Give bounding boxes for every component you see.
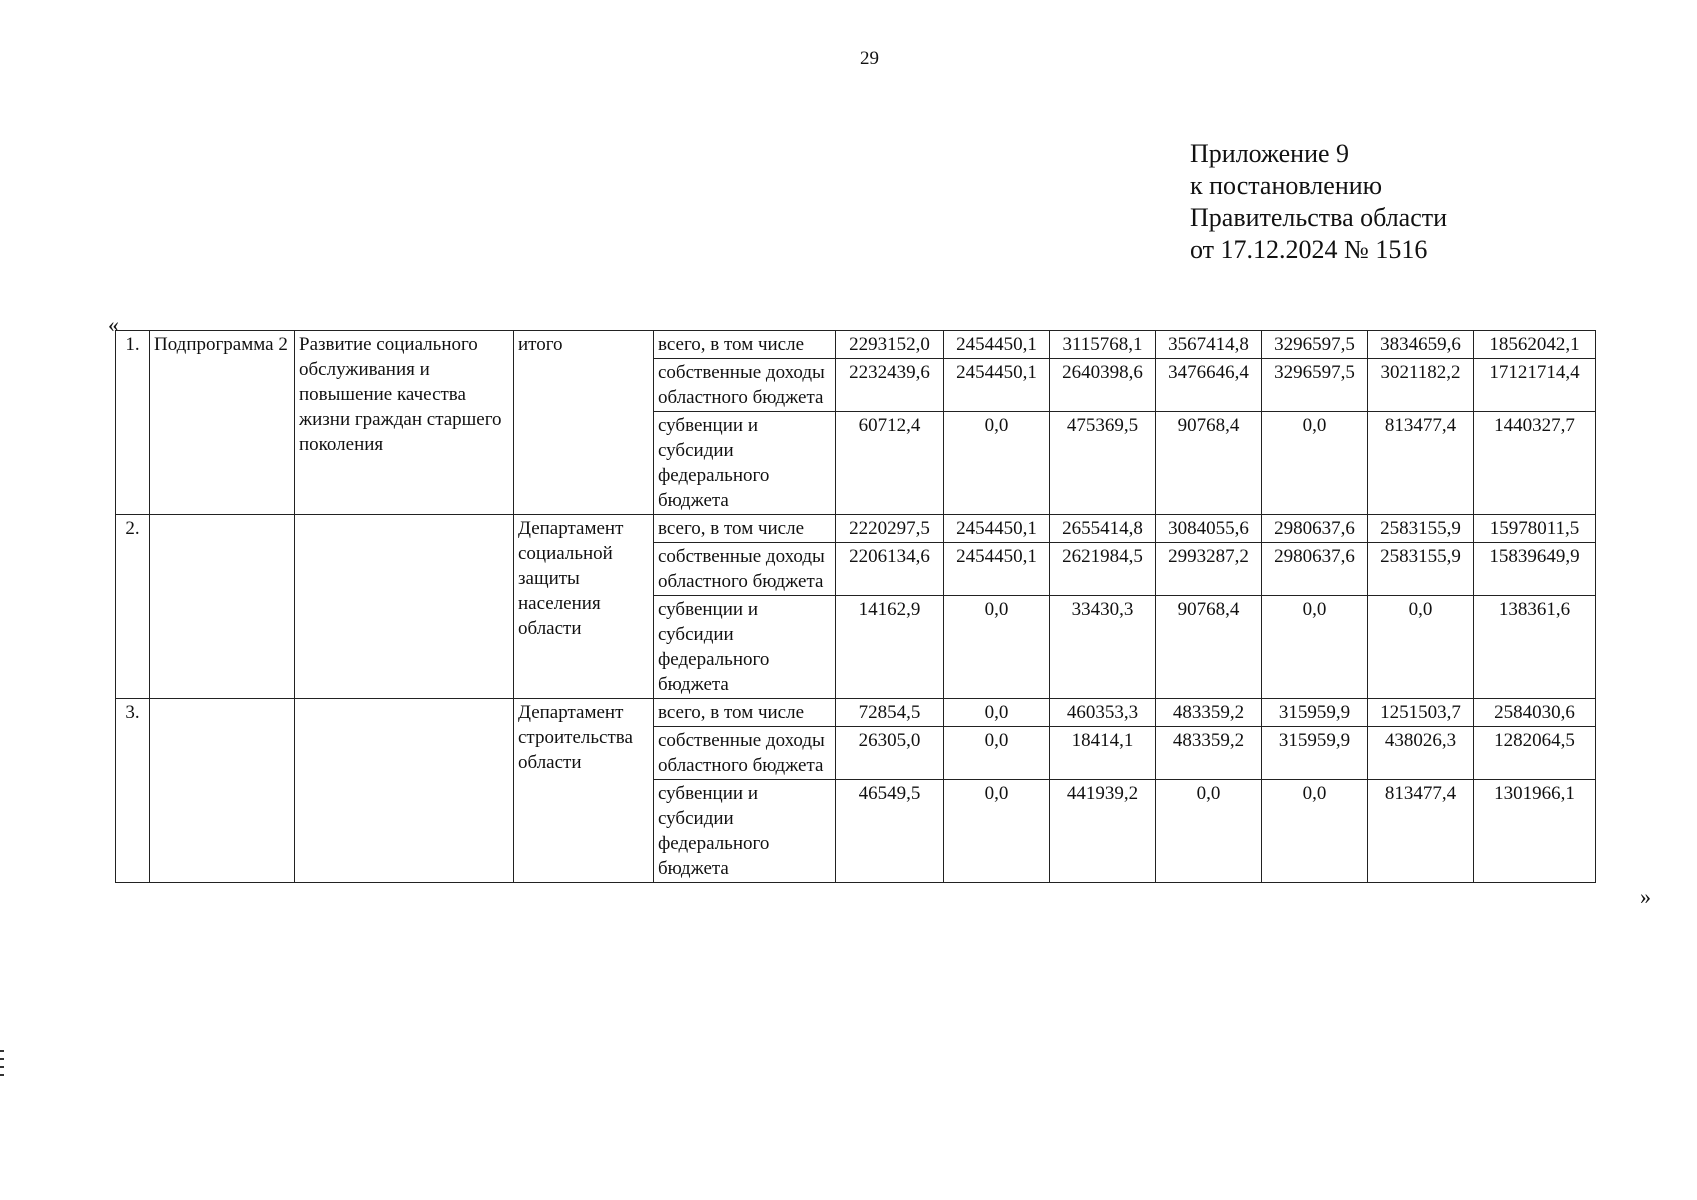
appendix-line: от 17.12.2024 № 1516 [1190,235,1428,264]
value-cell: 813477,4 [1368,780,1474,883]
appendix-line: к постановлению [1190,171,1383,200]
source-cell: собственные доходы областного бюджета [654,359,836,412]
value-cell: 315959,9 [1262,699,1368,727]
row-index: 3. [116,699,150,883]
value-cell: 2206134,6 [836,543,944,596]
value-cell: 1440327,7 [1474,412,1596,515]
value-cell: 3834659,6 [1368,331,1474,359]
description-cell [295,515,514,699]
value-cell: 2220297,5 [836,515,944,543]
value-cell: 26305,0 [836,727,944,780]
value-cell: 3296597,5 [1262,331,1368,359]
value-cell: 17121714,4 [1474,359,1596,412]
source-cell: собственные доходы областного бюджета [654,543,836,596]
value-cell: 483359,2 [1156,727,1262,780]
value-cell: 2232439,6 [836,359,944,412]
value-cell: 18414,1 [1050,727,1156,780]
value-cell: 0,0 [944,412,1050,515]
table-row [116,699,1596,727]
source-cell: субвенции и субсидии федерального бюджета [654,780,836,883]
value-cell: 2584030,6 [1474,699,1596,727]
row-index: 2. [116,515,150,699]
value-cell: 475369,5 [1050,412,1156,515]
program-cell [150,515,295,699]
value-cell: 2640398,6 [1050,359,1156,412]
closing-quote: » [1640,884,1651,909]
value-cell: 3115768,1 [1050,331,1156,359]
value-cell: 0,0 [1262,596,1368,699]
budget-table [115,330,1596,883]
value-cell: 1301966,1 [1474,780,1596,883]
value-cell: 2293152,0 [836,331,944,359]
source-cell: субвенции и субсидии федерального бюджета [654,596,836,699]
value-cell: 46549,5 [836,780,944,883]
value-cell: 2454450,1 [944,359,1050,412]
description-cell [295,699,514,883]
value-cell: 15978011,5 [1474,515,1596,543]
value-cell: 90768,4 [1156,596,1262,699]
row-index: 1. [116,331,150,515]
appendix-header [1190,138,1447,266]
value-cell: 3567414,8 [1156,331,1262,359]
value-cell: 3021182,2 [1368,359,1474,412]
page-number: 29 [860,48,879,69]
value-cell: 460353,3 [1050,699,1156,727]
value-cell: 0,0 [944,727,1050,780]
value-cell: 0,0 [1156,780,1262,883]
appendix-line: Приложение 9 [1190,139,1350,168]
table-row [116,331,1596,359]
value-cell: 0,0 [1262,412,1368,515]
executor-cell: итого [514,331,654,515]
value-cell: 2454450,1 [944,543,1050,596]
value-cell: 3476646,4 [1156,359,1262,412]
appendix-line: Правительства области [1190,203,1448,232]
source-cell: субвенции и субсидии федерального бюджета [654,412,836,515]
executor-cell: Департамент социальной защиты населения области [514,515,654,699]
program-cell [150,699,295,883]
value-cell: 813477,4 [1368,412,1474,515]
value-cell: 0,0 [944,596,1050,699]
value-cell: 1251503,7 [1368,699,1474,727]
source-cell: всего, в том числе [654,515,836,543]
value-cell: 483359,2 [1156,699,1262,727]
description-cell: Развитие социального обслуживания и повышение качества жизни граждан старшего поколения [295,331,514,515]
value-cell: 2980637,6 [1262,543,1368,596]
value-cell: 3296597,5 [1262,359,1368,412]
value-cell: 315959,9 [1262,727,1368,780]
value-cell: 2454450,1 [944,331,1050,359]
executor-cell: Департамент строительства области [514,699,654,883]
value-cell: 441939,2 [1050,780,1156,883]
value-cell: 0,0 [944,780,1050,883]
source-cell: собственные доходы областного бюджета [654,727,836,780]
value-cell: 72854,5 [836,699,944,727]
value-cell: 33430,3 [1050,596,1156,699]
value-cell: 90768,4 [1156,412,1262,515]
source-cell: всего, в том числе [654,331,836,359]
value-cell: 2454450,1 [944,515,1050,543]
value-cell: 138361,6 [1474,596,1596,699]
value-cell: 2583155,9 [1368,543,1474,596]
scan-edge-marks [0,1050,4,1082]
value-cell: 2655414,8 [1050,515,1156,543]
value-cell: 18562042,1 [1474,331,1596,359]
value-cell: 3084055,6 [1156,515,1262,543]
value-cell: 438026,3 [1368,727,1474,780]
table-row [116,515,1596,543]
value-cell: 1282064,5 [1474,727,1596,780]
value-cell: 2993287,2 [1156,543,1262,596]
value-cell: 2980637,6 [1262,515,1368,543]
value-cell: 2621984,5 [1050,543,1156,596]
opening-quote: « [108,312,119,337]
source-cell: всего, в том числе [654,699,836,727]
program-cell: Подпрограмма 2 [150,331,295,515]
value-cell: 15839649,9 [1474,543,1596,596]
value-cell: 60712,4 [836,412,944,515]
value-cell: 0,0 [1262,780,1368,883]
value-cell: 0,0 [1368,596,1474,699]
value-cell: 0,0 [944,699,1050,727]
value-cell: 14162,9 [836,596,944,699]
value-cell: 2583155,9 [1368,515,1474,543]
